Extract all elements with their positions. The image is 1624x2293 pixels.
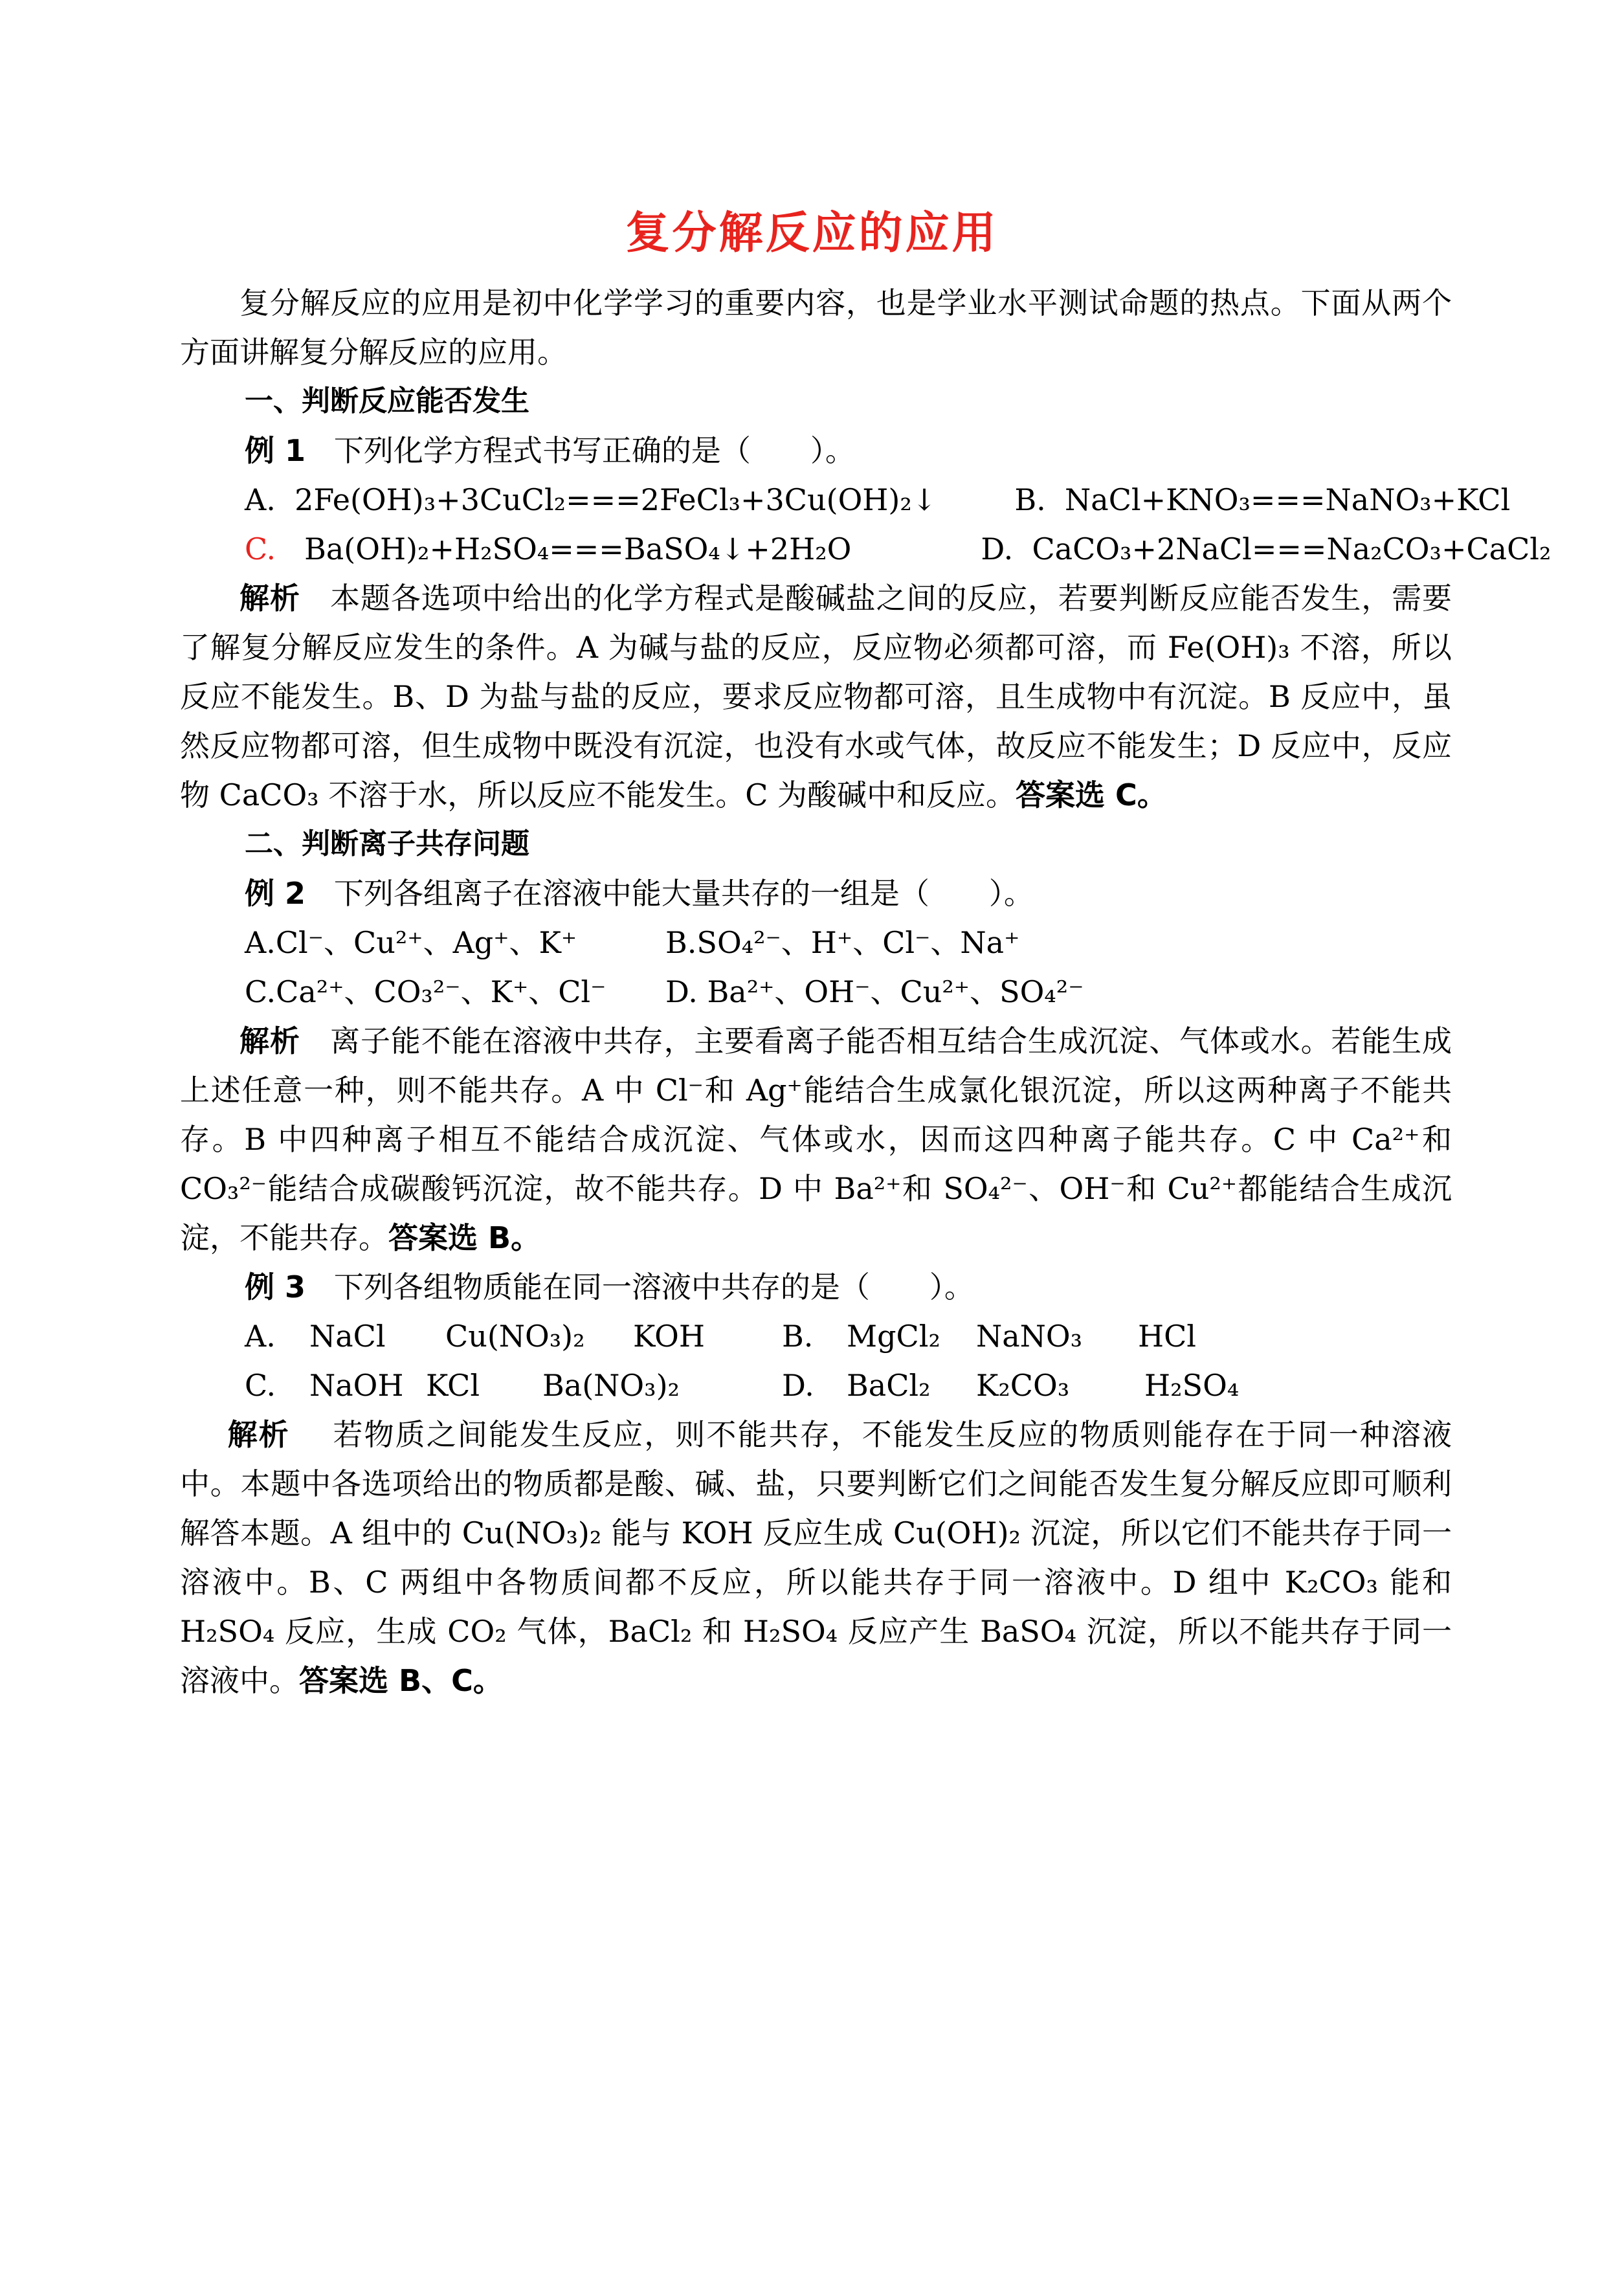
option-b-label: B. [1014,482,1046,517]
analysis-label: 解析 [239,581,300,616]
example-3-analysis [180,1410,1452,1705]
example-3-label: 例 3 [245,1270,306,1304]
example-2-question-text: 下列各组离子在溶液中能大量共存的一组是（ ）。 [333,876,1034,911]
analysis-label: 解析 [227,1417,290,1452]
option-a-label: A. [245,1319,276,1354]
example-1-options-ab [180,475,1511,524]
option-b: NaCl+KNO₃===NaNO₃+KCl [1065,482,1511,517]
option-c: C.Ca²⁺、CO₃²⁻、K⁺、Cl⁻ [245,974,606,1009]
example-2-options-ab [180,918,1452,967]
example-1-question [180,426,1452,475]
example-3-question-text: 下列各组物质能在同一溶液中共存的是（ ）。 [333,1270,974,1304]
option-c-item-1: NaOH [309,1368,404,1403]
option-a-label: A. [245,482,276,517]
option-b: B.SO₄²⁻、H⁺、Cl⁻、Na⁺ [665,925,1020,960]
option-b-label: B. [782,1319,814,1354]
answer-text: 答案选 B。 [388,1220,541,1255]
option-a-item-3: KOH [633,1319,705,1354]
option-c-item-2: KCl [426,1368,480,1403]
analysis-label: 解析 [239,1023,300,1058]
document-body [180,278,1552,1705]
option-a-item-1: NaCl [309,1319,386,1354]
option-c-label: C. [245,1368,276,1403]
example-2-analysis [180,1016,1452,1262]
option-b-item-3: HCl [1138,1319,1197,1354]
option-a: 2Fe(OH)₃+3CuCl₂===2FeCl₃+3Cu(OH)₂↓ [295,482,937,517]
option-d: D. Ba²⁺、OH⁻、Cu²⁺、SO₄²⁻ [665,974,1084,1009]
option-a: A.Cl⁻、Cu²⁺、Ag⁺、K⁺ [245,925,577,960]
example-3-options-ab [180,1312,1452,1361]
answer-text: 答案选 B、C。 [299,1663,503,1698]
option-c-item-3: Ba(NO₃)₂ [542,1368,680,1403]
option-d: CaCO₃+2NaCl===Na₂CO₃+CaCl₂ [1032,531,1552,566]
option-b-item-2: NaNO₃ [976,1319,1083,1354]
option-d-item-2: K₂CO₃ [976,1368,1070,1403]
page-title: 复分解反应的应用 [625,208,999,259]
option-b-item-1: MgCl₂ [847,1319,940,1354]
example-1-options-cd [180,524,1552,574]
section-heading-1: 一、判断反应能否发生 [245,385,529,418]
option-d-label: D. [782,1368,814,1403]
analysis-text: 离子能不能在溶液中共存，主要看离子能否相互结合生成沉淀、气体或水。若能生成上述任意一种，则不能共存。A 中 Cl⁻和 Ag⁺能结合生成氯化银沉淀，所以这两种离子不能共存。B 中四种离子相互不能结合成沉淀、气体或水，因而这四种离子能共存。C 中 Ca²⁺和 CO₃²⁻能结合成碳酸钙沉淀，故不能共存。D 中 Ba²⁺和 SO₄²⁻、OH⁻和 Cu²⁺都能结合生成沉淀，不能共存。 [180,1023,1452,1255]
example-3-options-cd [180,1361,1452,1410]
example-1-question-text: 下列化学方程式书写正确的是（ ）。 [333,433,855,468]
intro-paragraph: 复分解反应的应用是初中化学学习的重要内容，也是学业水平测试命题的热点。下面从两个方面讲解复分解反应的应用。 [180,285,1452,370]
example-2-question [180,869,1452,918]
example-3-question [180,1262,1452,1312]
option-c-label: C. [245,531,276,566]
example-1-label: 例 1 [245,433,306,468]
example-2-options-cd [180,967,1452,1016]
analysis-text: 若物质之间能发生反应，则不能共存，不能发生反应的物质则能存在于同一种溶液中。本题中各选项给出的物质都是酸、碱、盐，只要判断它们之间能否发生复分解反应即可顺利解答本题。A 组中的 Cu(NO₃)₂ 能与 KOH 反应生成 Cu(OH)₂ 沉淀，所以它们不能共存于同一溶液中。B、C 两组中各物质间都不反应，所以能共存于同一溶液中。D 组中 K₂CO₃ 能和 H₂SO₄ 反应，生成 CO₂ 气体，BaCl₂ 和 H₂SO₄ 反应产生 BaSO₄ 沉淀，所以不能共存于同一溶液中。 [180,1417,1452,1698]
analysis-text: 本题各选项中给出的化学方程式是酸碱盐之间的反应，若要判断反应能否发生，需要了解复分解反应发生的条件。A 为碱与盐的反应，反应物必须都可溶，而 Fe(OH)₃ 不溶，所以反应不能发生。B、D 为盐与盐的反应，要求反应物都可溶，且生成物中有沉淀。B 反应中，虽然反应物都可溶，但生成物中既没有沉淀，也没有水或气体，故反应不能发生；D 反应中，反应物 CaCO₃ 不溶于水，所以反应不能发生。C 为酸碱中和反应。 [180,581,1452,812]
option-d-label: D. [981,531,1014,566]
option-c: Ba(OH)₂+H₂SO₄===BaSO₄↓+2H₂O [304,531,852,566]
option-d-item-3: H₂SO₄ [1144,1368,1240,1403]
example-2-label: 例 2 [245,876,306,911]
option-a-item-2: Cu(NO₃)₂ [445,1319,585,1354]
answer-text: 答案选 C。 [1016,777,1167,812]
section-heading-2: 二、判断离子共存问题 [245,827,529,860]
example-1-analysis [180,574,1452,820]
option-d-item-1: BaCl₂ [847,1368,931,1403]
